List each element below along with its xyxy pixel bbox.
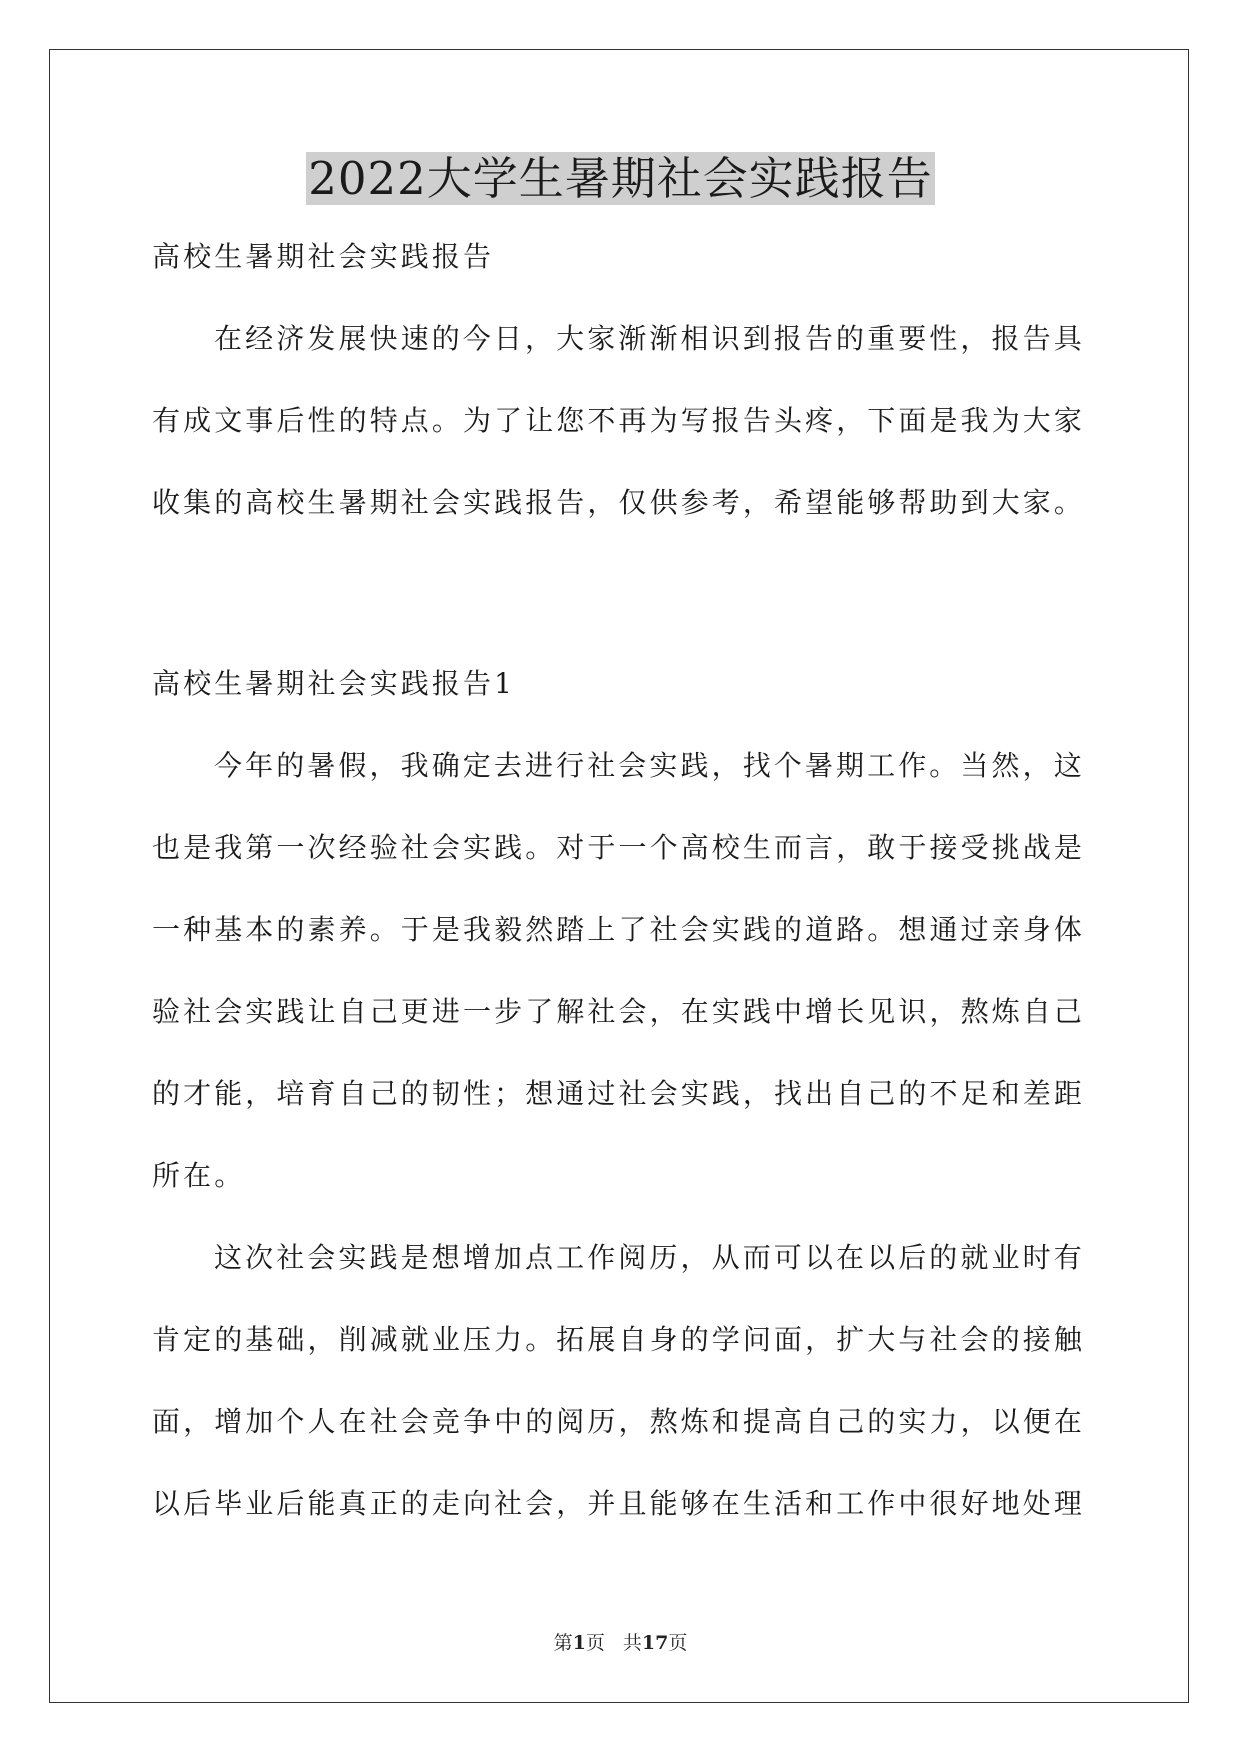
paragraph-line: 有成文事后性的特点。为了让您不再为写报告头疼，下面是我为大家	[152, 404, 1086, 437]
paragraph-line: 面，增加个人在社会竞争中的阅历，熬炼和提高自己的实力，以便在	[152, 1405, 1086, 1438]
paragraph-line: 一种基本的素养。于是我毅然踏上了社会实践的道路。想通过亲身体	[152, 913, 1086, 946]
section-subtitle: 高校生暑期社会实践报告	[152, 240, 495, 273]
total-pages: 17	[641, 1632, 669, 1654]
intro-paragraph	[152, 298, 1092, 544]
paragraph-line: 今年的暑假，我确定去进行社会实践，找个暑期工作。当然，这	[214, 749, 1085, 782]
paragraph-line: 以后毕业后能真正的走向社会，并且能够在生活和工作中很好地处理	[152, 1487, 1086, 1520]
paragraph-line: 的才能，培育自己的韧性；想通过社会实践，找出自己的不足和差距	[152, 1077, 1086, 1110]
page-suffix: 页	[585, 1632, 605, 1654]
subtitle-2-block	[152, 643, 1092, 725]
paragraph-line: 收集的高校生暑期社会实践报告，仅供参考，希望能够帮助到大家。	[152, 486, 1086, 519]
paragraph-line: 验社会实践让自己更进一步了解社会，在实践中增长见识，熬炼自己	[152, 995, 1086, 1028]
total-suffix: 页	[668, 1632, 688, 1654]
section-subtitle: 高校生暑期社会实践报告1	[152, 667, 516, 700]
body-paragraph-2	[152, 1217, 1092, 1545]
paragraph-line: 在经济发展快速的今日，大家渐渐相识到报告的重要性，报告具	[214, 322, 1085, 355]
paragraph-line: 也是我第一次经验社会实践。对于一个高校生而言，敢于接受挑战是	[152, 831, 1086, 864]
subtitle-1-block	[152, 216, 1092, 298]
total-prefix: 共	[622, 1632, 642, 1654]
paragraph-line: 肯定的基础，削减就业压力。拓展自身的学问面，扩大与社会的接触	[152, 1323, 1086, 1356]
paragraph-line: 所在。	[152, 1159, 246, 1192]
document-title-text: 2022大学生暑期社会实践报告	[308, 152, 933, 205]
page-number: 1	[572, 1632, 586, 1654]
document-title	[0, 148, 1241, 210]
page-footer	[0, 1631, 1241, 1655]
body-paragraph-1	[152, 725, 1092, 1217]
page-prefix: 第	[553, 1632, 573, 1654]
paragraph-line: 这次社会实践是想增加点工作阅历，从而可以在以后的就业时有	[214, 1241, 1085, 1274]
